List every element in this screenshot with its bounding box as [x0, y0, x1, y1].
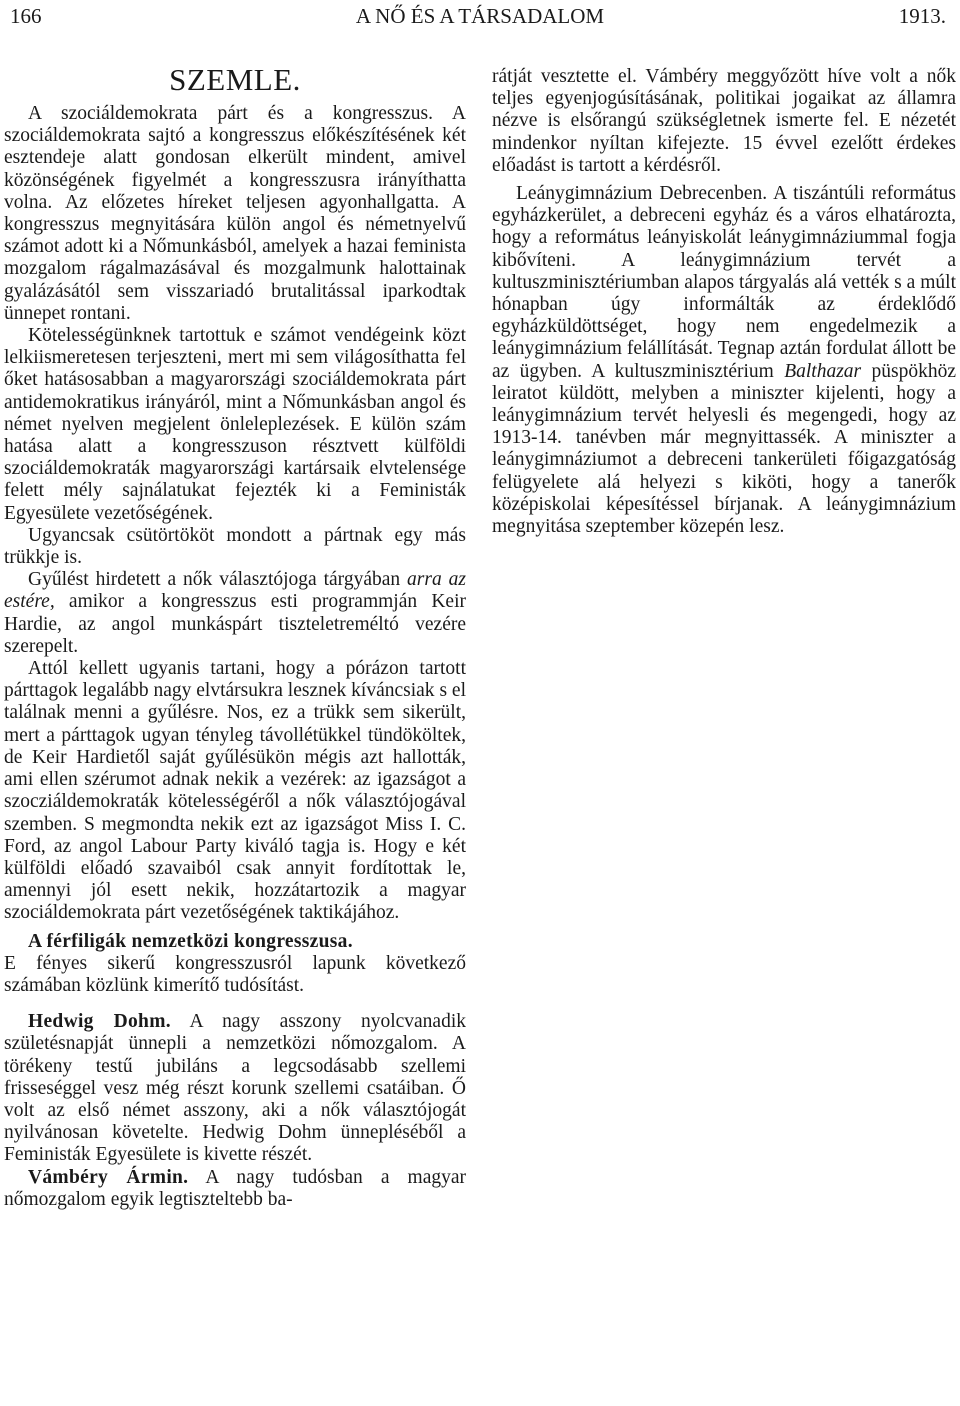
article-title: Hedwig Dohm.	[28, 1011, 171, 1033]
text-run: Gyűlést hirdetett a nők választójoga tárgyában	[28, 569, 408, 591]
paragraph: E fényes sikerű kongresszusról lapunk következő számában közlünk kimerítő tudósítást.	[4, 952, 466, 996]
italic-text: Balthazar	[784, 360, 862, 382]
text-run: A tiszántúli református egyházkerület, a debreceni egyház és a város elhatározta, hogy a református leányiskolát leánygimnáziummal fogja kibővíteni. A leánygimnázium tervét a kultuszminisztériumban alapos tárgyalás alá vették s a múlt hónapban úgy informálták az érdeklődő egyházküldöttséget, hogy nem engedelmezik a leánygimnázium felállítását. Tegnap aztán fordulat állott be az ügyben. A kultuszminisztérium	[492, 183, 956, 382]
article-title: Vámbéry Ármin.	[28, 1166, 189, 1188]
paragraph: A nagy asszony nyolcvanadik születésnapját ünnepli a nemzetközi nőmozgalom. A törékeny testű jubiláns a legcsodásabb szellemi frisseséggel vesz még részt korunk szellemi csatáiban. Ő volt az első német asszony, aki a nők választójogát nyilvánosan követelte. Hedwig Dohm ünnepléséből a Feministák Egyesülete is kivette részét.	[4, 1011, 466, 1166]
paragraph: Ugyancsak csütörtököt mondott a pártnak egy más trükkje is.	[4, 524, 466, 569]
page-number: 166	[10, 4, 42, 28]
text-run: amikor a kongresszus esti programmján Keir Hardie, az angol munkáspárt tiszteletreméltó vezére szerepelt.	[4, 591, 466, 657]
article-mens-league	[4, 931, 466, 953]
article-debrecen-gymnasium	[492, 183, 956, 538]
paragraph: A nagy tudósban a magyar nőmozgalom egyik legtiszteltebb ba-	[4, 1166, 466, 1210]
article-title: Leánygimnázium Debrecenben.	[516, 183, 768, 205]
journal-title: A NŐ ÉS A TÁRSADALOM	[355, 4, 605, 28]
paragraph: rátját vesztette el. Vámbéry meggyőzött híve volt a nők teljes egyenjogúsításának, politikai jogaikat az államra nézve is elsőrangú szükségletnek ismerte fel. E nézetét mindenkor nyíltan kifejezte. 15 évvel ezelőtt érdekes előadást is tartott a kérdésről.	[492, 66, 956, 176]
paragraph: Kötelességünknek tartottuk e számot vendégeink közt lelkiismeretesen terjeszteni, mert mi sem világosíthatta fel őket hatásosabban a magyarországi szociáldemokrata párt antidemokratikus irányáról, mint a Nőmunkásban angol és német nyelven megjelent önleleplezések. E külön szám hatása alatt a kongresszuson résztvett külföldi szociáldemokraták magyarországi kartársaik elvtelensége felett mély sajnálatukat fejezték ki a Feministák Egyesülete vezetőségének.	[4, 325, 466, 524]
left-column	[4, 62, 466, 1211]
paragraph	[4, 569, 466, 658]
paragraph: Attól kellett ugyanis tartani, hogy a pórázon tartott párttagok legalább nagy elvtársukra lesznek kíváncsiak s el találnak menni a gyűlésre. Nos, ez a trükk sem sikerült, mert a párttagok ugyan tényleg távollétükkel tündököltek, de Keir Hardietől saját gyűlésükön mégis azt hallották, ami ellen szérumot adnak nekik a vezérek: az igazságot a szocziáldemokraták kötelességéről a nők választójogával szemben. S megmondta nekik ezt az igazságot Miss I. C. Ford, az angol Labour Party kiváló tagja is. Hogy e két külföldi előadó szavaiból csak annyit fordítottak le, amennyi jól esett nekik, hozzátartozik a magyar szociáldemokrata párt vezetőségének taktikájához.	[4, 658, 466, 924]
article-title: A férfiligák nemzetközi kongresszusa.	[28, 930, 353, 952]
section-title: SZEMLE.	[169, 62, 301, 97]
article-vambery	[4, 1167, 466, 1211]
italic-text: arra az estére,	[4, 569, 466, 613]
text-run: püspökhöz leiratot küldött, melyben a miniszter kijelenti, hogy a leánygimnázium tervét helyesli és megengedi, hogy az 1913-14. tanévben már megnyittassék. A miniszter a leánygimnáziumot a debreceni tankerületi főigazgatóság felügyelete alá helyezi s kiköti, hogy a tanerők középiskolai képesítéssel bírjanak. A leánygimnázium megnyitása szeptember közepén lesz.	[492, 360, 956, 538]
paragraph: A szociáldemokrata sajtó a kongresszus előkészítésének két esztendeje alatt gondosan elkerült mindent, amivel közönségének figyelmét a kongresszusra irányíthatta volna. Az előzetes híreket teljesen agyonhallgatta. A kongresszus megnyitására külön angol és németnyelvű számot adott ki a Nőmunkásból, amelyek a hazai feminista mozgalom rágalmazásával és mozgalmunk halottainak gyalázásától sem visszariadó brutalitással iparkodtak ünnepet rontani.	[4, 103, 466, 324]
year: 1913.	[898, 4, 946, 28]
article-title: A szociáldemokrata párt és a kongresszus.	[28, 103, 433, 124]
article-hedwig-dohm	[4, 1011, 466, 1166]
article-party-congress	[4, 103, 466, 325]
page-header	[0, 0, 960, 34]
right-column	[492, 66, 956, 538]
